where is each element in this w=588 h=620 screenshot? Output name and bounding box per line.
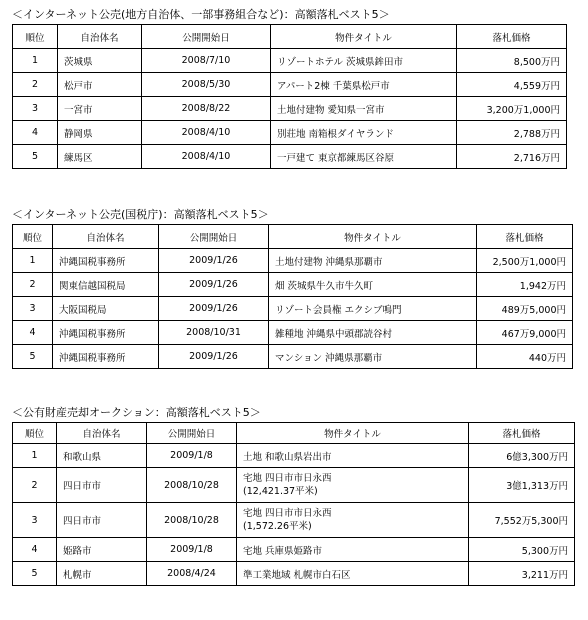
title-cell: リゾート会員権 エクシブ鳴門 bbox=[269, 297, 477, 321]
header-property-title: 物件タイトル bbox=[269, 225, 477, 249]
table-row bbox=[13, 562, 575, 586]
rank-cell: 4 bbox=[13, 121, 58, 145]
header-start-date: 公開開始日 bbox=[147, 423, 237, 444]
municipality-cell: 練馬区 bbox=[58, 145, 142, 169]
section-title: ＜インターネット公売(地方自治体、一部事務組合など)：高額落札ベスト5＞ bbox=[12, 8, 390, 21]
title-cell: マンション 沖縄県那覇市 bbox=[269, 345, 477, 369]
date-cell: 2009/1/26 bbox=[159, 345, 269, 369]
price-cell: 8,500万円 bbox=[457, 49, 567, 73]
date-cell: 2008/4/10 bbox=[142, 145, 271, 169]
title-cell bbox=[237, 468, 469, 503]
municipality-cell: 姫路市 bbox=[57, 538, 147, 562]
date-cell: 2008/4/24 bbox=[147, 562, 237, 586]
price-cell: 489万5,000円 bbox=[477, 297, 573, 321]
rank-cell: 2 bbox=[13, 468, 57, 503]
table-header-row bbox=[13, 423, 575, 444]
header-rank: 順位 bbox=[13, 25, 58, 49]
header-municipality: 自治体名 bbox=[58, 25, 142, 49]
area-line: (12,421.37平米) bbox=[243, 486, 318, 497]
municipality-cell: 関東信越国税局 bbox=[53, 273, 159, 297]
header-property-title: 物件タイトル bbox=[271, 25, 457, 49]
header-rank: 順位 bbox=[13, 225, 53, 249]
title-cell bbox=[237, 538, 469, 562]
header-rank: 順位 bbox=[13, 423, 57, 444]
table-row bbox=[13, 73, 567, 97]
title-cell: 一戸建て 東京都練馬区谷原 bbox=[271, 145, 457, 169]
price-cell: 7,552万5,300円 bbox=[469, 503, 575, 538]
price-cell: 3,200万1,000円 bbox=[457, 97, 567, 121]
price-cell: 6億3,300万円 bbox=[469, 444, 575, 468]
header-start-date: 公開開始日 bbox=[159, 225, 269, 249]
rank-cell: 4 bbox=[13, 538, 57, 562]
title-cell bbox=[237, 444, 469, 468]
price-cell: 2,788万円 bbox=[457, 121, 567, 145]
municipality-cell: 和歌山県 bbox=[57, 444, 147, 468]
title-line: 宅地 兵庫県姫路市 bbox=[243, 545, 323, 557]
header-municipality: 自治体名 bbox=[57, 423, 147, 444]
table-header-row bbox=[13, 25, 567, 49]
title-cell: アパート2棟 千葉県松戸市 bbox=[271, 73, 457, 97]
rank-cell: 3 bbox=[13, 97, 58, 121]
date-cell: 2008/4/10 bbox=[142, 121, 271, 145]
rank-cell: 3 bbox=[13, 503, 57, 538]
table-header-row bbox=[13, 225, 573, 249]
title-line: 土地 和歌山県岩出市 bbox=[243, 451, 332, 463]
table-row bbox=[13, 97, 567, 121]
rank-cell: 4 bbox=[13, 321, 53, 345]
date-cell: 2008/5/30 bbox=[142, 73, 271, 97]
header-municipality: 自治体名 bbox=[53, 225, 159, 249]
title-cell: 土地付建物 沖縄県那覇市 bbox=[269, 249, 477, 273]
date-cell: 2008/10/28 bbox=[147, 468, 237, 503]
table-row bbox=[13, 273, 573, 297]
section-public-property-auction bbox=[12, 406, 575, 586]
date-cell: 2009/1/26 bbox=[159, 273, 269, 297]
title-cell: 土地付建物 愛知県一宮市 bbox=[271, 97, 457, 121]
title-cell: 畑 茨城県牛久市牛久町 bbox=[269, 273, 477, 297]
table-row bbox=[13, 49, 567, 73]
date-cell: 2008/7/10 bbox=[142, 49, 271, 73]
date-cell: 2009/1/8 bbox=[147, 538, 237, 562]
municipality-cell: 沖縄国税事務所 bbox=[53, 345, 159, 369]
price-cell: 3億1,313万円 bbox=[469, 468, 575, 503]
price-cell: 4,559万円 bbox=[457, 73, 567, 97]
municipality-cell: 茨城県 bbox=[58, 49, 142, 73]
price-cell: 2,716万円 bbox=[457, 145, 567, 169]
municipality-cell: 一宮市 bbox=[58, 97, 142, 121]
date-cell: 2009/1/26 bbox=[159, 249, 269, 273]
price-cell: 2,500万1,000円 bbox=[477, 249, 573, 273]
date-cell: 2009/1/26 bbox=[159, 297, 269, 321]
price-cell: 440万円 bbox=[477, 345, 573, 369]
date-cell: 2008/10/28 bbox=[147, 503, 237, 538]
rank-cell: 5 bbox=[13, 562, 57, 586]
price-cell: 3,211万円 bbox=[469, 562, 575, 586]
ranking-table bbox=[12, 224, 573, 369]
title-cell: 雑種地 沖縄県中頭郡読谷村 bbox=[269, 321, 477, 345]
date-cell: 2008/8/22 bbox=[142, 97, 271, 121]
rank-cell: 1 bbox=[13, 249, 53, 273]
table-row bbox=[13, 468, 575, 503]
municipality-cell: 四日市市 bbox=[57, 503, 147, 538]
municipality-cell: 松戸市 bbox=[58, 73, 142, 97]
rank-cell: 5 bbox=[13, 145, 58, 169]
title-line: 準工業地域 札幌市白石区 bbox=[243, 569, 351, 581]
price-cell: 467万9,000円 bbox=[477, 321, 573, 345]
table-row bbox=[13, 444, 575, 468]
municipality-cell: 静岡県 bbox=[58, 121, 142, 145]
title-cell: 別荘地 南箱根ダイヤランド bbox=[271, 121, 457, 145]
municipality-cell: 大阪国税局 bbox=[53, 297, 159, 321]
section-local-government bbox=[12, 8, 567, 169]
table-row bbox=[13, 121, 567, 145]
header-property-title: 物件タイトル bbox=[237, 423, 469, 444]
table-row bbox=[13, 503, 575, 538]
municipality-cell: 沖縄国税事務所 bbox=[53, 249, 159, 273]
table-row bbox=[13, 249, 573, 273]
municipality-cell: 四日市市 bbox=[57, 468, 147, 503]
table-row bbox=[13, 145, 567, 169]
table-row bbox=[13, 345, 573, 369]
date-cell: 2009/1/8 bbox=[147, 444, 237, 468]
header-price: 落札価格 bbox=[457, 25, 567, 49]
rank-cell: 2 bbox=[13, 273, 53, 297]
title-cell: リゾートホテル 茨城県鉾田市 bbox=[271, 49, 457, 73]
rank-cell: 1 bbox=[13, 444, 57, 468]
rank-cell: 1 bbox=[13, 49, 58, 73]
header-price: 落札価格 bbox=[477, 225, 573, 249]
title-cell bbox=[237, 503, 469, 538]
ranking-table bbox=[12, 24, 567, 169]
header-price: 落札価格 bbox=[469, 423, 575, 444]
price-cell: 5,300万円 bbox=[469, 538, 575, 562]
area-line: (1,572.26平米) bbox=[243, 521, 312, 532]
header-start-date: 公開開始日 bbox=[142, 25, 271, 49]
title-cell bbox=[237, 562, 469, 586]
rank-cell: 5 bbox=[13, 345, 53, 369]
table-row bbox=[13, 297, 573, 321]
section-title: ＜インターネット公売(国税庁)：高額落札ベスト5＞ bbox=[12, 208, 269, 221]
ranking-table bbox=[12, 422, 575, 586]
table-row bbox=[13, 321, 573, 345]
table-row bbox=[13, 538, 575, 562]
section-title: ＜公有財産売却オークション：高額落札ベスト5＞ bbox=[12, 406, 261, 419]
section-national-tax-agency bbox=[12, 208, 573, 369]
title-line: 宅地 四日市市日永西 bbox=[243, 508, 332, 519]
rank-cell: 3 bbox=[13, 297, 53, 321]
municipality-cell: 沖縄国税事務所 bbox=[53, 321, 159, 345]
price-cell: 1,942万円 bbox=[477, 273, 573, 297]
rank-cell: 2 bbox=[13, 73, 58, 97]
municipality-cell: 札幌市 bbox=[57, 562, 147, 586]
date-cell: 2008/10/31 bbox=[159, 321, 269, 345]
title-line: 宅地 四日市市日永西 bbox=[243, 473, 332, 484]
